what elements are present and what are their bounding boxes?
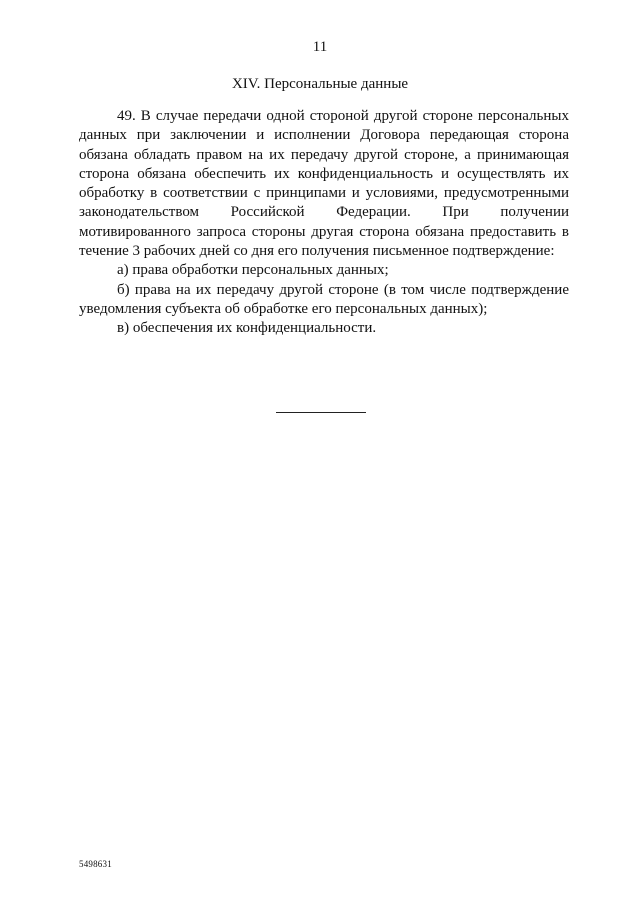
page-number: 11 bbox=[312, 39, 328, 55]
list-item-b: б) права на их передачу другой стороне (в том числе подтверждение уведомления субъекта об обработке его персональных данных); bbox=[79, 281, 569, 317]
list-item-a: а) права обработки персональных данных; bbox=[117, 262, 389, 279]
section-body bbox=[79, 107, 569, 339]
section-title: XIV. Персональные данные bbox=[231, 76, 409, 92]
paragraph-49: 49. В случае передачи одной стороной другой стороне персональных данных при заключении и исполнении Договора передающая сторона обязана обладать правом на их передачу другой стороне, а принимающая сторона обязана обеспечить их конфиденциальность и осуществлять их обработку в соответствии с принципами и условиями, предусмотренными законодательством Российской Федерации. При получении мотивированного запроса стороны другая сторона обязана предоставить в течение 3 рабочих дней со дня его получения письменное подтверждение: bbox=[79, 108, 569, 260]
document-code: 5498631 bbox=[79, 859, 112, 869]
end-separator-line bbox=[276, 412, 366, 413]
list-item-c: в) обеспечения их конфиденциальности. bbox=[117, 320, 377, 337]
